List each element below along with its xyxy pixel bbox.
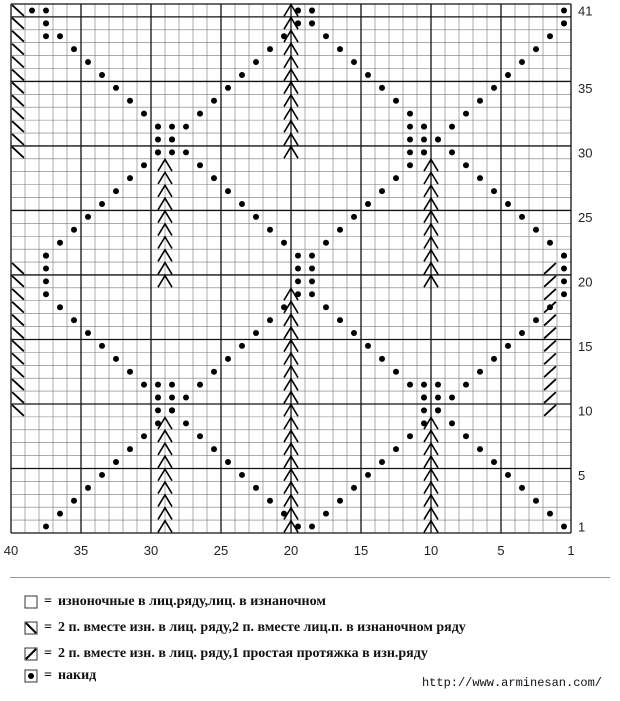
k2tog-left-slant: [12, 57, 24, 68]
k2tog-left-slant: [12, 289, 24, 300]
k2tog-right-slant: [544, 405, 556, 416]
yarn-over-dot: [71, 227, 77, 233]
k2tog-right-slant: [544, 289, 556, 300]
right-slant-icon: [24, 647, 38, 661]
yarn-over-dot: [253, 330, 259, 336]
yarn-over-dot: [155, 136, 161, 142]
yarn-over-dot: [393, 175, 399, 181]
yarn-over-dot: [127, 175, 133, 181]
yarn-over-dot: [155, 124, 161, 130]
yarn-over-dot: [393, 446, 399, 452]
row-number-labels: [578, 3, 592, 534]
row-number: 30: [578, 145, 593, 161]
yarn-over-dot: [351, 485, 357, 491]
legend-item-right-slant: = 2 п. вместе изн. в лиц. ряду,1 простая протяжка в изн.ряду: [24, 644, 428, 664]
k2tog-left-slant: [12, 31, 24, 42]
k2tog-left-slant: [12, 82, 24, 93]
col-number: 1: [567, 543, 575, 558]
yarn-over-dot: [421, 136, 427, 142]
yarn-over-dot: [477, 175, 483, 181]
legend: [10, 578, 610, 696]
row-number: 25: [578, 209, 593, 225]
yarn-over-dot: [477, 369, 483, 375]
yarn-over-dot: [225, 459, 231, 465]
legend-text: 2 п. вместе изн. в лиц. ряду,1 простая протяжка в изн.ряду: [57, 646, 428, 661]
yarn-over-dot: [239, 472, 245, 478]
col-number: 15: [353, 543, 369, 558]
yarn-over-dot: [561, 7, 567, 13]
yarn-over-dot: [533, 46, 539, 52]
yarn-over-dot: [463, 162, 469, 168]
yarn-over-dot: [449, 149, 455, 155]
yarn-over-dot: [141, 382, 147, 388]
k2tog-left-slant: [12, 392, 24, 403]
yarn-over-dot: [99, 201, 105, 207]
yarn-over-dot: [421, 149, 427, 155]
k2tog-left-slant: [12, 340, 24, 351]
k2tog-right-slant: [544, 392, 556, 403]
yarn-over-dot: [57, 304, 63, 310]
yarn-over-dot: [421, 395, 427, 401]
yarn-over-dot: [547, 240, 553, 246]
stitch-symbols: [12, 5, 567, 533]
k2tog-left-slant: [12, 302, 24, 313]
yarn-over-dot: [43, 33, 49, 39]
yarn-over-dot: [463, 111, 469, 117]
legend-item-yarn-over: = накид: [24, 666, 96, 686]
yarn-over-dot: [351, 330, 357, 336]
yarn-over-dot: [267, 317, 273, 323]
yarn-over-dot: [309, 20, 315, 26]
yarn-over-dot: [379, 85, 385, 91]
row-number: 1: [578, 519, 586, 535]
k2tog-left-slant: [12, 366, 24, 377]
yarn-over-dot: [561, 524, 567, 530]
yarn-over-dot: [85, 214, 91, 220]
k2tog-left-slant: [12, 18, 24, 29]
yarn-over-dot: [85, 330, 91, 336]
yarn-over-dot: [239, 343, 245, 349]
yarn-over-dot: [449, 124, 455, 130]
yarn-over-dot: [57, 33, 63, 39]
k2tog-left-slant: [12, 353, 24, 364]
col-number: 35: [73, 543, 89, 558]
yarn-over-dot: [155, 382, 161, 388]
legend-text: изноночные в лиц.ряду,лиц. в изнаночном: [57, 594, 326, 609]
row-number: 35: [578, 80, 593, 96]
yarn-over-dot: [323, 240, 329, 246]
yarn-over-dot: [225, 188, 231, 194]
yarn-over-dot: [43, 253, 49, 259]
yarn-over-dot: [407, 162, 413, 168]
legend-text: 2 п. вместе изн. в лиц. ряду,2 п. вместе лиц.п. в изнаночном ряду: [57, 620, 466, 635]
legend-item-left-slant: = 2 п. вместе изн. в лиц. ряду,2 п. вместе лиц.п. в изнаночном ряду: [24, 618, 466, 638]
site-url: http://www.arminesan.com/: [421, 676, 602, 690]
yarn-over-dot: [519, 330, 525, 336]
yarn-over-dot: [393, 369, 399, 375]
yarn-over-dot: [197, 433, 203, 439]
yarn-over-dot: [407, 111, 413, 117]
yarn-over-dot: [309, 291, 315, 297]
yarn-over-dot: [533, 498, 539, 504]
yarn-over-dot: [71, 498, 77, 504]
yarn-over-dot: [295, 266, 301, 272]
yarn-over-dot: [491, 85, 497, 91]
yarn-over-dot: [169, 407, 175, 413]
yarn-over-dot: [337, 498, 343, 504]
yarn-over-dot: [99, 72, 105, 78]
k2tog-right-slant: [544, 379, 556, 390]
yarn-over-dot: [225, 85, 231, 91]
yarn-over-dot: [127, 98, 133, 104]
yarn-over-dot: [43, 20, 49, 26]
yarn-over-dot: [309, 7, 315, 13]
yarn-over-dot: [561, 253, 567, 259]
yarn-over-dot: [267, 498, 273, 504]
yarn-over-dot: [211, 98, 217, 104]
yarn-over-dot: [463, 433, 469, 439]
yarn-over-dot: [533, 227, 539, 233]
row-number: 15: [578, 338, 593, 354]
yarn-over-dot: [449, 420, 455, 426]
yarn-over-dot: [183, 395, 189, 401]
yarn-over-dot: [463, 382, 469, 388]
yarn-over-dot: [127, 446, 133, 452]
yarn-over-dot: [197, 111, 203, 117]
k2tog-left-slant: [12, 70, 24, 81]
k2tog-left-slant: [12, 44, 24, 55]
yarn-over-dot: [435, 382, 441, 388]
yarn-over-dot: [505, 343, 511, 349]
yarn-over-dot: [113, 188, 119, 194]
column-number-labels: [4, 543, 575, 558]
yarn-over-dot: [309, 266, 315, 272]
yarn-over-dot: [309, 278, 315, 284]
yarn-over-dot: [533, 317, 539, 323]
yarn-over-dot: [169, 124, 175, 130]
yarn-over-dot: [323, 511, 329, 517]
yarn-over-dot: [43, 291, 49, 297]
yarn-over-dot: [113, 85, 119, 91]
col-number: 25: [213, 543, 229, 558]
yarn-over-dot: [337, 46, 343, 52]
yarn-over-dot: [155, 407, 161, 413]
k2tog-left-slant: [12, 328, 24, 339]
k2tog-left-slant: [12, 5, 24, 16]
yarn-over-dot: [253, 485, 259, 491]
empty-square-icon: [24, 595, 38, 609]
row-number: 10: [578, 403, 593, 419]
yarn-over-dot: [323, 33, 329, 39]
yarn-over-dot: [99, 343, 105, 349]
yarn-over-dot: [407, 382, 413, 388]
yarn-over-dot: [295, 278, 301, 284]
yarn-over-dot: [421, 382, 427, 388]
yarn-over-dot: [155, 395, 161, 401]
yarn-over-dot: [239, 201, 245, 207]
yarn-over-dot: [43, 524, 49, 530]
yarn-over-dot: [253, 59, 259, 65]
col-number: 5: [497, 543, 505, 558]
k2tog-left-slant: [12, 147, 24, 158]
yarn-over-dot: [519, 59, 525, 65]
yarn-over-dot: [155, 149, 161, 155]
yarn-over-dot: [561, 278, 567, 284]
yarn-over-dot: [183, 420, 189, 426]
yarn-over-dot: [99, 472, 105, 478]
col-number: 40: [3, 543, 19, 558]
yarn-over-dot: [435, 407, 441, 413]
k2tog-left-slant: [12, 315, 24, 326]
yarn-over-dot: [477, 98, 483, 104]
yarn-over-dot: [71, 317, 77, 323]
yarn-over-dot: [85, 485, 91, 491]
yarn-over-dot: [435, 136, 441, 142]
yarn-over-dot: [197, 382, 203, 388]
k2tog-left-slant: [12, 263, 24, 274]
yarn-over-dot: [547, 511, 553, 517]
dot-square-icon: [24, 669, 38, 683]
yarn-over-dot: [71, 46, 77, 52]
yarn-over-dot: [561, 266, 567, 272]
col-number: 10: [423, 543, 439, 558]
yarn-over-dot: [421, 124, 427, 130]
yarn-over-dot: [449, 395, 455, 401]
yarn-over-dot: [57, 511, 63, 517]
yarn-over-dot: [505, 72, 511, 78]
k2tog-right-slant: [544, 263, 556, 274]
yarn-over-dot: [421, 407, 427, 413]
yarn-over-dot: [561, 20, 567, 26]
yarn-over-dot: [169, 149, 175, 155]
k2tog-right-slant: [544, 276, 556, 287]
k2tog-left-slant: [12, 405, 24, 416]
yarn-over-dot: [365, 343, 371, 349]
yarn-over-dot: [491, 459, 497, 465]
yarn-over-dot: [491, 188, 497, 194]
yarn-over-dot: [169, 395, 175, 401]
yarn-over-dot: [505, 201, 511, 207]
yarn-over-dot: [211, 369, 217, 375]
k2tog-left-slant: [12, 108, 24, 119]
k2tog-right-slant: [544, 328, 556, 339]
yarn-over-dot: [85, 59, 91, 65]
yarn-over-dot: [337, 227, 343, 233]
yarn-over-dot: [225, 356, 231, 362]
yarn-over-dot: [267, 46, 273, 52]
yarn-over-dot: [141, 433, 147, 439]
yarn-over-dot: [407, 124, 413, 130]
k2tog-right-slant: [544, 302, 556, 313]
yarn-over-dot: [351, 214, 357, 220]
left-slant-icon: [24, 621, 38, 635]
k2tog-left-slant: [12, 379, 24, 390]
yarn-over-dot: [309, 524, 315, 530]
yarn-over-dot: [43, 266, 49, 272]
yarn-over-dot: [379, 356, 385, 362]
col-number: 30: [143, 543, 159, 558]
yarn-over-dot: [379, 459, 385, 465]
yarn-over-dot: [351, 59, 357, 65]
yarn-over-dot: [113, 459, 119, 465]
k2tog-left-slant: [12, 121, 24, 132]
yarn-over-dot: [379, 188, 385, 194]
k2tog-left-slant: [12, 95, 24, 106]
k2tog-right-slant: [544, 353, 556, 364]
yarn-over-dot: [407, 136, 413, 142]
yarn-over-dot: [141, 162, 147, 168]
yarn-over-dot: [435, 395, 441, 401]
yarn-over-dot: [365, 201, 371, 207]
yarn-over-dot: [183, 149, 189, 155]
yarn-over-dot: [113, 356, 119, 362]
yarn-over-dot: [169, 382, 175, 388]
k2tog-right-slant: [544, 340, 556, 351]
yarn-over-dot: [491, 356, 497, 362]
yarn-over-dot: [183, 124, 189, 130]
row-number: 20: [578, 274, 593, 290]
yarn-over-dot: [393, 98, 399, 104]
k2tog-left-slant: [12, 134, 24, 145]
yarn-over-dot: [295, 253, 301, 259]
k2tog-right-slant: [544, 315, 556, 326]
yarn-over-dot: [519, 485, 525, 491]
k2tog-right-slant: [544, 366, 556, 377]
yarn-over-dot: [519, 214, 525, 220]
yarn-over-dot: [211, 175, 217, 181]
row-number: 5: [578, 467, 586, 483]
yarn-over-dot: [169, 136, 175, 142]
yarn-over-dot: [561, 291, 567, 297]
yarn-over-dot: [253, 214, 259, 220]
row-number: 41: [578, 3, 593, 19]
yarn-over-dot: [141, 111, 147, 117]
yarn-over-dot: [127, 369, 133, 375]
yarn-over-dot: [365, 72, 371, 78]
yarn-over-dot: [547, 33, 553, 39]
yarn-over-dot: [211, 446, 217, 452]
yarn-over-dot: [365, 472, 371, 478]
yarn-over-dot: [337, 317, 343, 323]
yarn-over-dot: [407, 433, 413, 439]
yarn-over-dot: [323, 304, 329, 310]
yarn-over-dot: [197, 162, 203, 168]
legend-item-plain: = изноночные в лиц.ряду,лиц. в изнаночном: [24, 592, 326, 612]
col-number: 20: [283, 543, 299, 558]
yarn-over-dot: [43, 278, 49, 284]
yarn-over-dot: [239, 72, 245, 78]
yarn-over-dot: [57, 240, 63, 246]
yarn-over-dot: [407, 149, 413, 155]
legend-text: накид: [57, 668, 97, 683]
k2tog-left-slant: [12, 276, 24, 287]
yarn-over-dot: [477, 446, 483, 452]
yarn-over-dot: [281, 240, 287, 246]
yarn-over-dot: [267, 227, 273, 233]
yarn-over-dot: [43, 7, 49, 13]
yarn-over-dot: [29, 7, 35, 13]
yarn-over-dot: [309, 253, 315, 259]
yarn-over-dot: [505, 472, 511, 478]
